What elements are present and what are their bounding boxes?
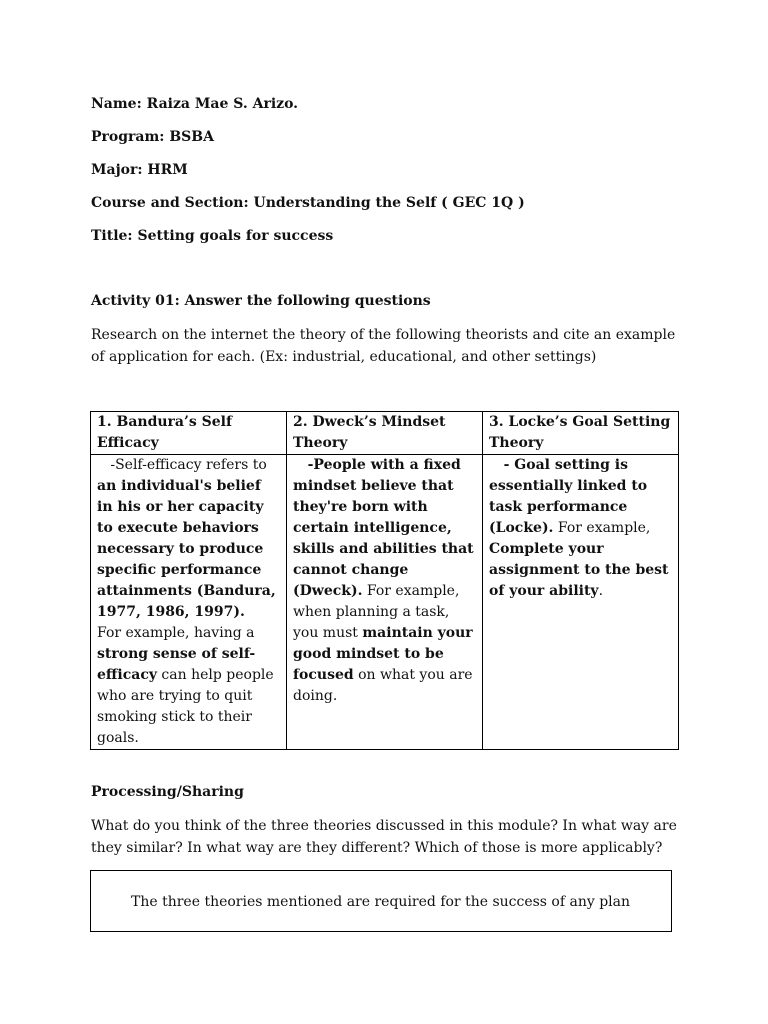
header-bandura: 1. Bandura’s Self Efficacy bbox=[91, 412, 287, 455]
locke-example-bold: Complete your assignment to the best of your ability bbox=[489, 541, 669, 599]
theories-table bbox=[90, 411, 679, 750]
header-dweck: 2. Dweck’s Mindset Theory bbox=[287, 412, 483, 455]
table-row bbox=[91, 455, 679, 750]
dweck-cell bbox=[287, 455, 483, 750]
processing-question: What do you think of the three theories discussed in this module? In what way are they similar? In what way are they different? Which of those is more applicably? bbox=[91, 818, 677, 856]
bandura-text-1: -Self-efficacy refers to bbox=[97, 457, 267, 473]
locke-definition: - Goal setting is essentially linked to task performance (Locke). bbox=[489, 457, 648, 536]
dweck-text-2: on what you are doing. bbox=[293, 667, 473, 704]
locke-text-2: . bbox=[598, 583, 604, 599]
locke-cell bbox=[483, 455, 679, 750]
major-line: Major: HRM bbox=[91, 162, 188, 178]
table-header-row bbox=[91, 412, 679, 455]
bandura-definition: an individual's belief in his or her capacity to execute behaviors necessary to produce specific performance attainments (Bandura, 1977, 1986, 1997). bbox=[97, 478, 276, 620]
dweck-example-bold: maintain your good mindset to be focused bbox=[293, 625, 473, 683]
title-line: Title: Setting goals for success bbox=[91, 228, 334, 244]
bandura-example-bold: strong sense of self-efficacy bbox=[97, 646, 256, 683]
answer-box bbox=[90, 870, 672, 932]
header-locke: 3. Locke’s Goal Setting Theory bbox=[483, 412, 679, 455]
course-section-line: Course and Section: Understanding the Self ( GEC 1Q ) bbox=[91, 195, 525, 211]
bandura-cell bbox=[91, 455, 287, 750]
bandura-text-2: For example, having a bbox=[97, 625, 255, 641]
activity-instructions: Research on the internet the theory of the following theorists and cite an example of application for each. (Ex: industrial, educational, and other settings) bbox=[91, 327, 676, 365]
activity-heading: Activity 01: Answer the following questions bbox=[91, 293, 431, 309]
student-name: Name: Raiza Mae S. Arizo. bbox=[91, 96, 299, 112]
processing-heading: Processing/Sharing bbox=[91, 784, 244, 800]
locke-text-1: For example, bbox=[553, 520, 651, 536]
program-line: Program: BSBA bbox=[91, 129, 214, 145]
dweck-text-1: For example, when planning a task, you must bbox=[293, 583, 460, 641]
answer-text: The three theories mentioned are required for the success of any plan bbox=[131, 894, 631, 910]
bandura-text-3: can help people who are trying to quit smoking stick to their goals. bbox=[97, 667, 274, 746]
dweck-definition: -People with a fixed mindset believe that they're born with certain intelligence, skills and abilities that cannot change (Dweck). bbox=[293, 457, 474, 599]
